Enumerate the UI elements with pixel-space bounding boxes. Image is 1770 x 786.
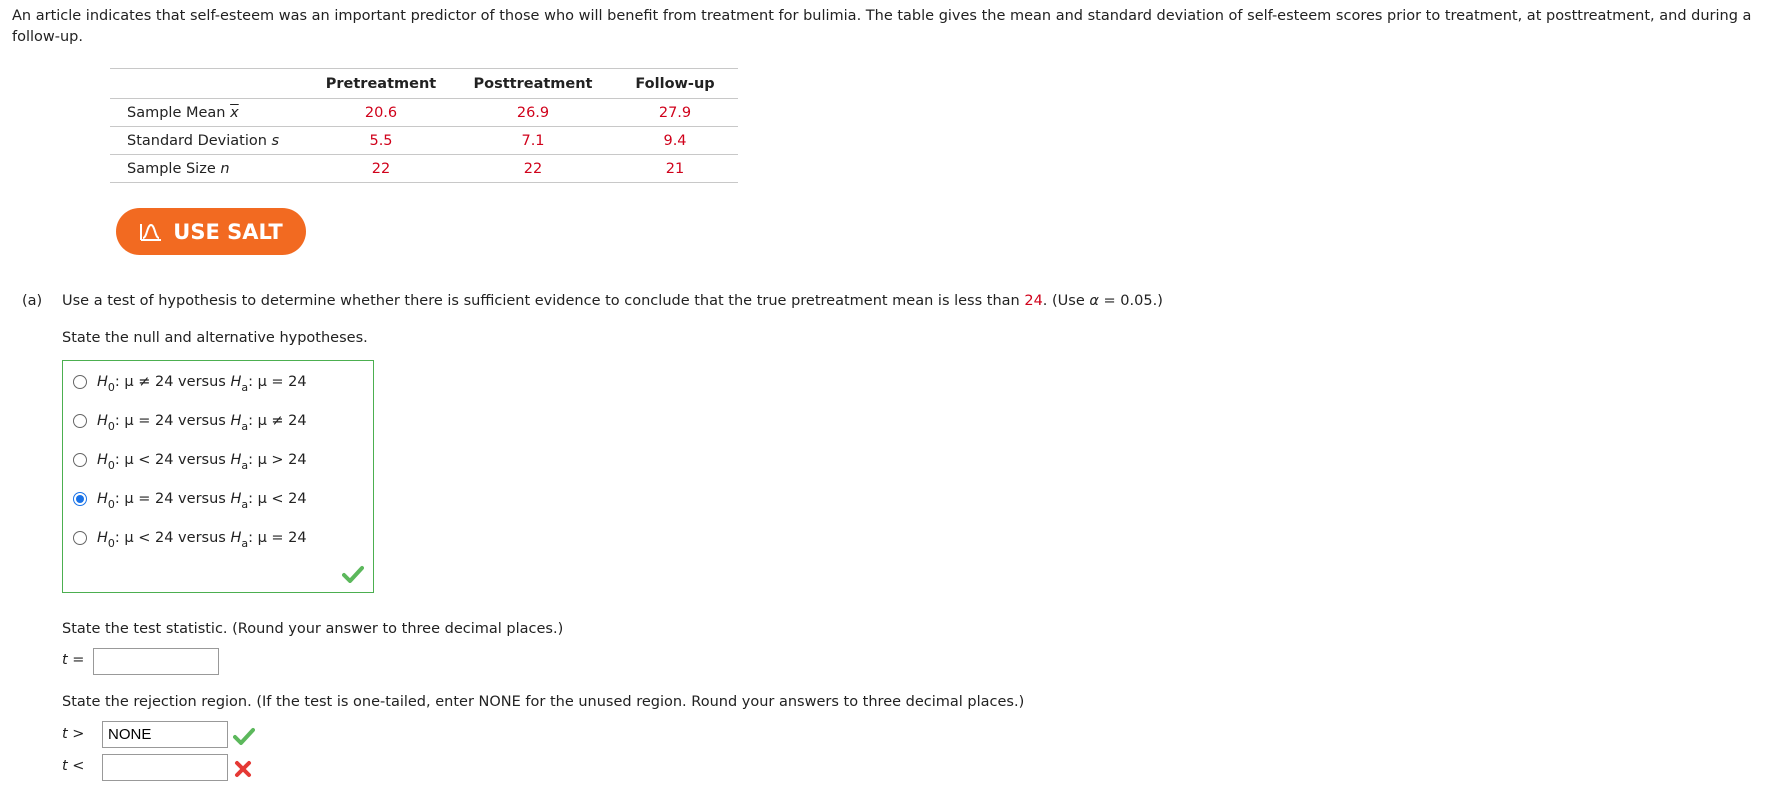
n-symbol: n [220, 160, 230, 177]
wrong-x-icon [234, 760, 252, 778]
t-upper-input[interactable] [102, 721, 228, 748]
check-mark-icon [342, 565, 364, 583]
col-header-pretreatment: Pretreatment [308, 69, 454, 99]
hypothesis-choices [62, 360, 374, 593]
table-corner [110, 69, 308, 99]
t-lower-input[interactable] [102, 754, 228, 781]
hypothesis-option-4[interactable] [73, 487, 307, 511]
option-label: $H_0$: μ < 24 versus $H_a$: μ = 24 [97, 530, 307, 550]
table-cell: 22 [454, 155, 612, 183]
table-row [110, 155, 738, 183]
table-row [110, 127, 738, 155]
table-cell: 7.1 [454, 127, 612, 155]
table-cell: 22 [308, 155, 454, 183]
stats-table [110, 68, 738, 183]
t-stat-label: t = [62, 652, 85, 668]
table-row [110, 99, 738, 127]
salt-button-label: USE SALT [173, 219, 283, 244]
t-statistic-input[interactable] [93, 648, 219, 675]
row-label-sd: Standard Deviation s [110, 127, 308, 155]
table-cell: 9.4 [612, 127, 738, 155]
option-label: $H_0$: μ = 24 versus $H_a$: μ ≠ 24 [97, 413, 307, 433]
part-a-label: (a) [22, 293, 43, 309]
table-cell: 21 [612, 155, 738, 183]
xbar-symbol: $\overline{x}$ [230, 104, 239, 121]
table-header-row [110, 69, 738, 99]
check-mark-icon [233, 727, 255, 745]
s-symbol: s [271, 132, 280, 149]
option-label: $H_0$: μ < 24 versus $H_a$: μ > 24 [97, 452, 307, 472]
alpha-symbol: α [1089, 293, 1099, 309]
radio-button[interactable] [73, 531, 87, 545]
use-salt-button[interactable] [116, 208, 306, 255]
col-header-followup: Follow-up [612, 69, 738, 99]
radio-button-selected[interactable] [73, 492, 87, 506]
t-less-label: t < [62, 758, 85, 774]
hypothesis-option-1[interactable] [73, 370, 307, 394]
table-cell: 27.9 [612, 99, 738, 127]
radio-button[interactable] [73, 375, 87, 389]
t-greater-label: t > [62, 726, 85, 742]
option-label: $H_0$: μ ≠ 24 versus $H_a$: μ = 24 [97, 374, 307, 394]
hypothesis-option-5[interactable] [73, 526, 307, 550]
hypothesis-option-2[interactable] [73, 409, 307, 433]
radio-button[interactable] [73, 453, 87, 467]
part-a-question: Use a test of hypothesis to determine whether there is sufficient evidence to conclude that the true pretreatment mean is less than 24. (Use α = 0.05.) [62, 293, 1163, 309]
table-cell: 20.6 [308, 99, 454, 127]
table-cell: 26.9 [454, 99, 612, 127]
option-label: $H_0$: μ = 24 versus $H_a$: μ < 24 [97, 491, 307, 511]
col-header-posttreatment: Posttreatment [454, 69, 612, 99]
hypothesis-option-3[interactable] [73, 448, 307, 472]
test-statistic-prompt: State the test statistic. (Round your answer to three decimal places.) [62, 621, 564, 637]
rejection-region-prompt: State the rejection region. (If the test is one-tailed, enter NONE for the unused region. Round your answers to three decimal places.) [62, 694, 1025, 710]
problem-intro: An article indicates that self-esteem was an important predictor of those who will benefit from treatment for bulimia. The table gives the mean and standard deviation of self-esteem scores prior to treatment, at posttreatment, and during a follow-up. [12, 8, 1752, 45]
hypotheses-prompt: State the null and alternative hypotheses. [62, 330, 368, 346]
mean-value: 24 [1024, 293, 1043, 309]
table-cell: 5.5 [308, 127, 454, 155]
radio-button[interactable] [73, 414, 87, 428]
row-label-size: Sample Size n [110, 155, 308, 183]
row-label-mean: Sample Mean $\overline{x}$ [110, 99, 308, 127]
salt-distribution-icon [139, 221, 163, 243]
